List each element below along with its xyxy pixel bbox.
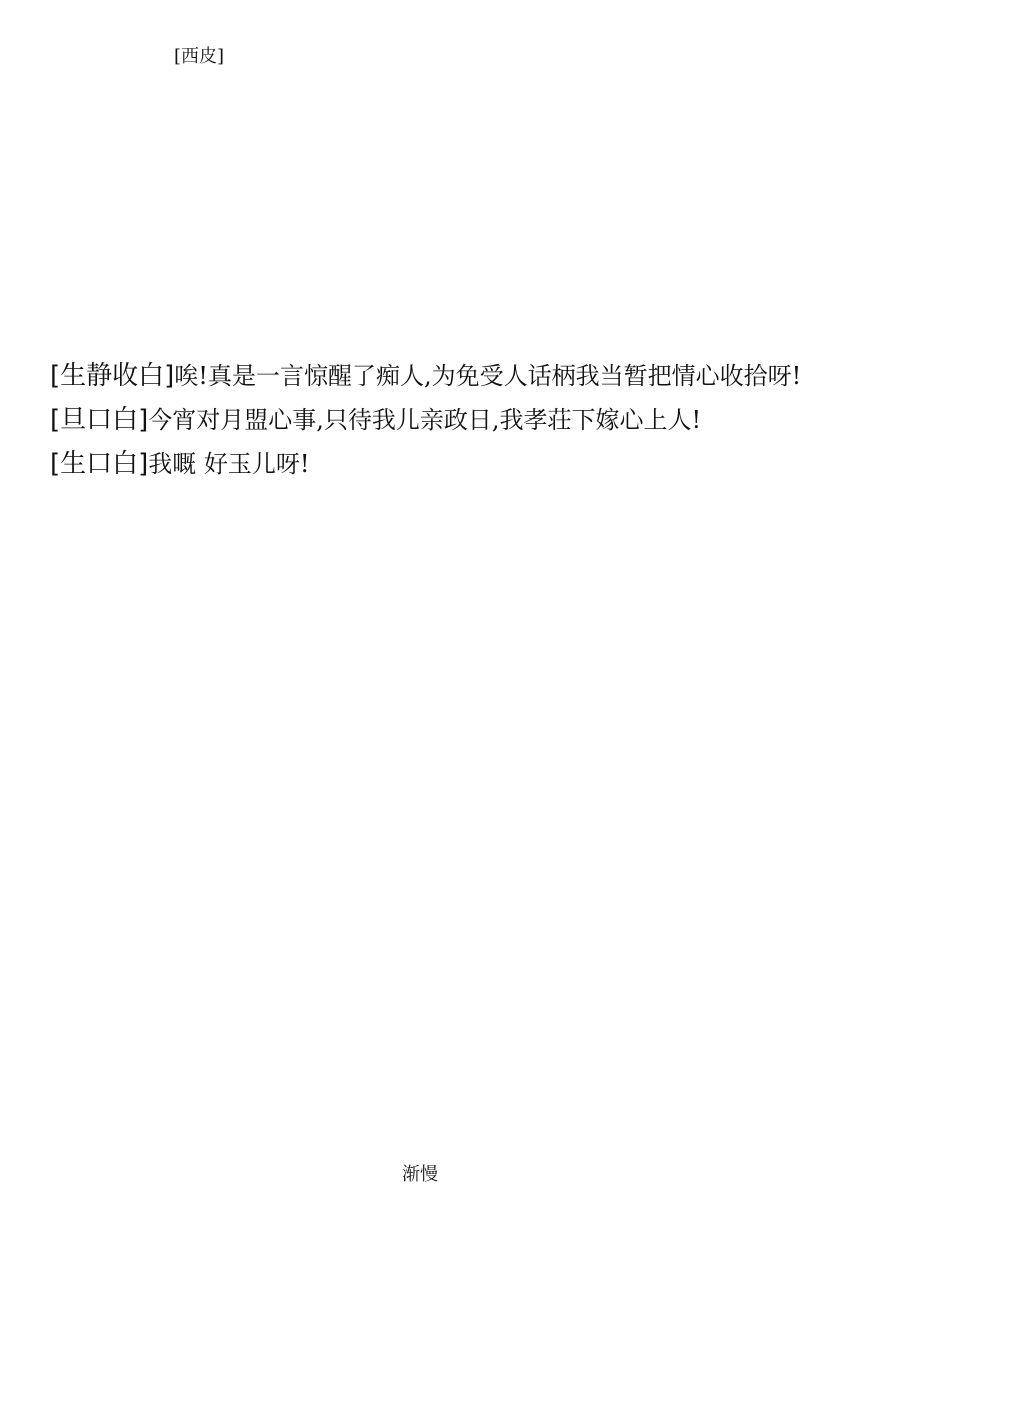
notation-line (50, 658, 980, 704)
lyrics-line (50, 1016, 980, 1056)
dialogue-text: 唉!真是一言惊醒了痴人,为免受人话柄我当暂把情心收拾呀! (174, 362, 802, 390)
dialogue-line (50, 442, 980, 486)
dialogue-section (50, 354, 980, 486)
notation-line (50, 554, 980, 600)
notation-line (50, 762, 980, 808)
score-system-3 (50, 268, 980, 354)
lyrics-line (50, 912, 980, 952)
mark-jianman: 渐慢 (402, 1164, 438, 1185)
notation-line (50, 490, 980, 546)
role-tag: [生口白] (50, 449, 149, 479)
score-system-10 (50, 1164, 980, 1272)
lyrics-line (50, 1232, 980, 1272)
score-system-5 (50, 658, 980, 744)
lyrics-line (50, 1120, 980, 1160)
score-system-2 (50, 168, 980, 254)
score-system-7 (50, 866, 980, 952)
role-tag: [生静收白] (50, 361, 175, 391)
lyrics-line (50, 704, 980, 744)
lyrics-line (50, 114, 980, 154)
notation-line (50, 1186, 980, 1232)
mark-xipi: [西皮] (174, 46, 225, 67)
notation-line (50, 68, 980, 114)
notation-line (50, 268, 980, 314)
dialogue-text: 我嘅 好玉儿呀! (148, 450, 310, 478)
lyrics-line (50, 600, 980, 640)
score (50, 40, 980, 1272)
dialogue-line (50, 398, 980, 442)
lyrics-line (50, 314, 980, 354)
score-system-1 (50, 46, 980, 154)
lyrics-line (50, 808, 980, 848)
score-system-8 (50, 970, 980, 1056)
key-line (50, 490, 980, 546)
notation-line (50, 1074, 980, 1120)
score-system-4 (50, 554, 980, 640)
notation-line (50, 168, 980, 214)
role-tag: [旦口白] (50, 405, 149, 435)
score-system-6 (50, 762, 980, 848)
dialogue-line (50, 354, 980, 398)
dialogue-text: 今宵对月盟心事,只待我儿亲政日,我孝荘下嫁心上人! (148, 406, 702, 434)
notation-line (50, 866, 980, 912)
score-system-9 (50, 1074, 980, 1160)
lyrics-line (50, 214, 980, 254)
notation-line (50, 970, 980, 1016)
